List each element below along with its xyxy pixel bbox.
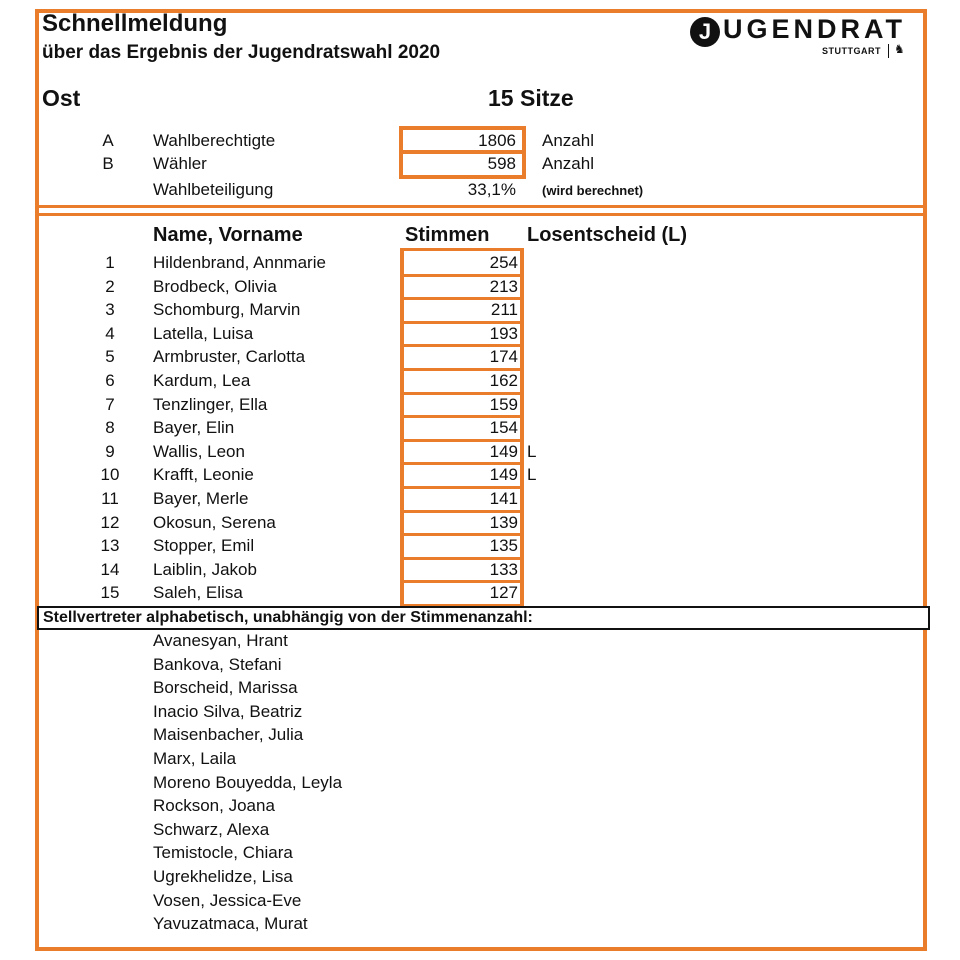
candidate-votes: 149	[489, 465, 518, 484]
candidate-name: Armbruster, Carlotta	[153, 347, 306, 366]
deputy-name: Rockson, Joana	[153, 796, 275, 815]
logo-text: UGENDRAT	[723, 14, 906, 44]
row-number: 5	[105, 347, 115, 366]
votes-box-right	[520, 248, 524, 606]
deputy-name: Borscheid, Marissa	[153, 678, 298, 697]
page-subtitle: über das Ergebnis der Jugendratswahl 2020	[42, 42, 441, 63]
logo-subtitle: STUTTGART	[822, 46, 881, 56]
candidate-votes: 193	[489, 324, 518, 343]
row-number: 8	[105, 418, 115, 437]
candidate-votes: 254	[489, 253, 518, 272]
votes-box-top	[400, 248, 524, 251]
stat-value: 598	[487, 154, 516, 173]
candidate-name: Tenzlinger, Ella	[153, 395, 268, 414]
district-label: Ost	[42, 85, 81, 111]
candidate-name: Stopper, Emil	[153, 536, 255, 555]
lot-marker: L	[527, 442, 537, 461]
deputy-name: Ugrekhelidze, Lisa	[153, 867, 293, 886]
candidate-name: Okosun, Serena	[153, 513, 276, 532]
page-title: Schnellmeldung	[42, 10, 228, 37]
seats-label: 15 Sitze	[488, 85, 574, 111]
candidate-name: Laiblin, Jakob	[153, 560, 257, 579]
candidate-votes: 141	[489, 489, 518, 508]
candidate-name: Schomburg, Marvin	[153, 300, 301, 319]
stat-unit: Anzahl	[542, 154, 594, 173]
candidate-name: Bayer, Elin	[153, 418, 235, 437]
row-number: 9	[105, 442, 115, 461]
deputy-name: Marx, Laila	[153, 749, 237, 768]
section-divider	[39, 213, 925, 216]
row-number: 15	[100, 583, 120, 602]
candidate-votes: 149	[489, 442, 518, 461]
lot-marker: L	[527, 465, 537, 484]
stat-code: B	[102, 154, 114, 173]
candidate-votes: 127	[489, 583, 518, 602]
row-number: 2	[105, 277, 115, 296]
column-header-votes: Stimmen	[405, 224, 490, 246]
candidate-name: Kardum, Lea	[153, 371, 251, 390]
stat-label: Wahlbeteiligung	[153, 180, 274, 199]
candidate-name: Hildenbrand, Annmarie	[153, 253, 326, 272]
stat-unit: Anzahl	[542, 131, 594, 150]
row-number: 14	[100, 560, 120, 579]
candidate-votes: 133	[489, 560, 518, 579]
deputy-name: Avanesyan, Hrant	[153, 631, 288, 650]
candidate-votes: 162	[489, 371, 518, 390]
candidate-name: Latella, Luisa	[153, 324, 254, 343]
row-number: 6	[105, 371, 115, 390]
stat-value: 1806	[478, 131, 516, 150]
stat-label: Wähler	[153, 154, 207, 173]
deputy-name: Schwarz, Alexa	[153, 820, 270, 839]
candidate-name: Bayer, Merle	[153, 489, 249, 508]
deputies-heading: Stellvertreter alphabetisch, unabhängig von der Stimmenanzahl:	[37, 606, 930, 630]
candidate-votes: 211	[490, 300, 518, 319]
stat-code: A	[102, 131, 114, 150]
column-header-lot: Losentscheid (L)	[527, 224, 688, 246]
candidate-votes: 213	[489, 277, 518, 296]
row-number: 12	[100, 513, 120, 532]
stat-value: 33,1%	[467, 180, 516, 199]
candidate-votes: 135	[489, 536, 518, 555]
section-divider	[39, 205, 925, 208]
row-number: 7	[105, 395, 115, 414]
row-number: 3	[105, 300, 115, 319]
logo-divider	[888, 44, 889, 58]
column-header-name: Name, Vorname	[153, 224, 303, 246]
candidate-votes: 154	[489, 418, 518, 437]
deputy-name: Yavuzatmaca, Murat	[153, 914, 308, 933]
candidate-votes: 159	[489, 395, 518, 414]
row-number: 10	[100, 465, 120, 484]
candidate-votes: 139	[489, 513, 518, 532]
deputy-name: Bankova, Stefani	[153, 655, 282, 674]
row-number: 4	[105, 324, 115, 343]
jugendrat-logo-icon: J	[690, 17, 720, 47]
deputy-name: Vosen, Jessica-Eve	[153, 891, 302, 910]
candidate-name: Brodbeck, Olivia	[153, 277, 277, 296]
candidate-name: Krafft, Leonie	[153, 465, 254, 484]
deputy-name: Inacio Silva, Beatriz	[153, 702, 303, 721]
horse-emblem-icon: ♞	[894, 42, 905, 56]
deputy-name: Temistocle, Chiara	[153, 843, 293, 862]
deputy-name: Moreno Bouyedda, Leyla	[153, 773, 343, 792]
deputy-name: Maisenbacher, Julia	[153, 725, 304, 744]
candidate-name: Saleh, Elisa	[153, 583, 243, 602]
row-number: 13	[100, 536, 120, 555]
stat-label: Wahlberechtigte	[153, 131, 276, 150]
candidate-votes: 174	[489, 347, 518, 366]
stat-unit: (wird berechnet)	[542, 183, 644, 198]
row-number: 11	[101, 489, 119, 508]
candidate-name: Wallis, Leon	[153, 442, 245, 461]
row-number: 1	[105, 253, 115, 272]
